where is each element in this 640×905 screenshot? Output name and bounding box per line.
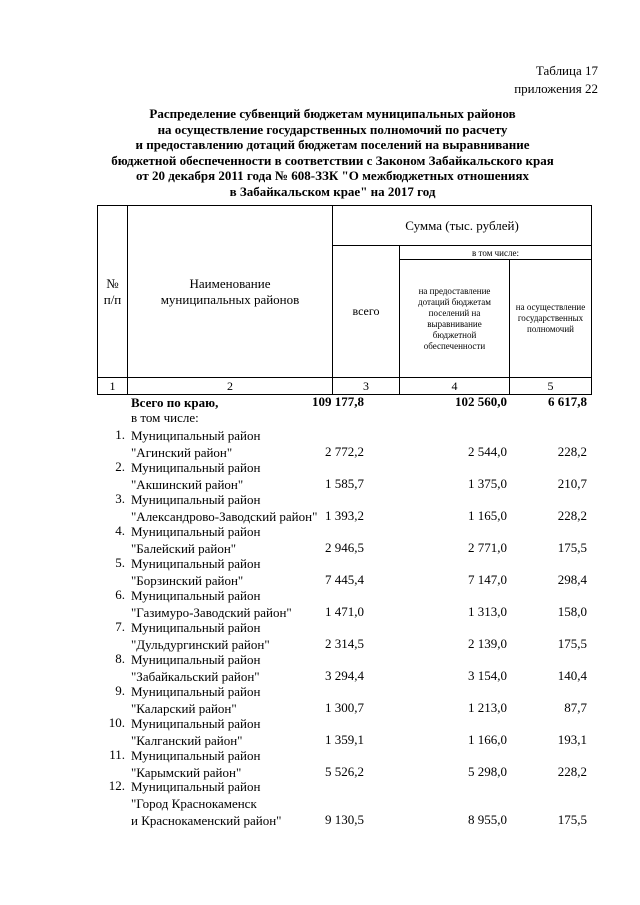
row-number: 3. <box>115 491 125 506</box>
row-powers: 175,5 <box>557 812 587 827</box>
title-line: в Забайкальском крае" на 2017 год <box>229 183 436 199</box>
row-number: 7. <box>115 619 125 634</box>
row-subsidy: 2 544,0 <box>468 444 507 459</box>
row-name-line2: "Калганский район" <box>131 733 243 748</box>
title-line: на осуществление государственных полномочий по расчету <box>157 121 508 137</box>
row-powers: 298,4 <box>557 572 587 587</box>
table-header <box>97 205 592 395</box>
row-powers: 228,2 <box>557 444 587 459</box>
row-name-line2: "Дульдургинский район" <box>131 637 270 652</box>
total-powers: 6 617,8 <box>548 394 587 409</box>
document-title <box>90 106 575 199</box>
row-name-line2: "Забайкальский район" <box>131 669 260 684</box>
row-number: 12. <box>108 778 125 793</box>
row-number: 9. <box>115 683 125 698</box>
row-total: 9 130,5 <box>325 812 364 827</box>
row-powers: 210,7 <box>557 476 587 491</box>
row-powers: 158,0 <box>557 604 587 619</box>
row-total: 1 393,2 <box>325 508 364 523</box>
row-name-line2: "Акшинский район" <box>131 477 244 492</box>
row-name-line1: Муниципальный район <box>131 748 261 763</box>
row-total: 2 314,5 <box>325 636 364 651</box>
header-sum: Сумма (тыс. рублей) <box>333 206 592 246</box>
row-total: 1 585,7 <box>325 476 364 491</box>
row-total: 5 526,2 <box>325 764 364 779</box>
row-name-line1: Муниципальный район <box>131 428 261 443</box>
row-powers: 140,4 <box>557 668 587 683</box>
row-total: 1 300,7 <box>325 700 364 715</box>
total-label: Всего по краю, <box>131 395 219 410</box>
title-line: бюджетной обеспеченности в соответствии с Законом Забайкальского края <box>111 152 554 168</box>
row-number: 5. <box>115 555 125 570</box>
header-including: в том числе: <box>400 246 592 260</box>
row-subsidy: 1 313,0 <box>468 604 507 619</box>
row-name-line1: Муниципальный район <box>131 556 261 571</box>
column-number: 4 <box>400 378 510 395</box>
row-total: 2 946,5 <box>325 540 364 555</box>
title-line: и предоставлению дотаций бюджетам поселений на выравнивание <box>135 137 530 152</box>
row-number: 4. <box>115 523 125 538</box>
row-name-line1: Муниципальный район <box>131 779 261 794</box>
appendix-reference: приложения 22 <box>514 81 598 96</box>
row-subsidy: 1 213,0 <box>468 700 507 715</box>
row-subsidy: 1 375,0 <box>468 476 507 491</box>
row-subsidy: 5 298,0 <box>468 764 507 779</box>
total-subsidy: 102 560,0 <box>455 394 507 409</box>
total-value: 109 177,8 <box>312 394 364 409</box>
row-name-line1: Муниципальный район <box>131 684 261 699</box>
row-name-line1: Муниципальный район <box>131 524 261 539</box>
column-number: 2 <box>128 378 333 395</box>
row-number: 1. <box>115 427 125 442</box>
row-name-line2: "Борзинский район" <box>131 573 244 588</box>
column-number: 5 <box>510 378 592 395</box>
row-subsidy: 8 955,0 <box>468 812 507 827</box>
row-number: 6. <box>115 587 125 602</box>
row-name-line1: Муниципальный район <box>131 716 261 731</box>
row-number: 2. <box>115 459 125 474</box>
row-total: 2 772,2 <box>325 444 364 459</box>
row-name-line2: "Балейский район" <box>131 541 237 556</box>
row-total: 1 359,1 <box>325 732 364 747</box>
title-line: Распределение субвенций бюджетам муниципальных районов <box>149 106 516 121</box>
column-number: 3 <box>333 378 400 395</box>
row-name-line2: "Агинский район" <box>131 445 233 460</box>
row-name-line1: Муниципальный район <box>131 588 261 603</box>
row-name-line3: и Краснокаменский район" <box>131 813 282 828</box>
row-name-line1: Муниципальный район <box>131 620 261 635</box>
row-number: 10. <box>108 715 125 730</box>
row-total: 3 294,4 <box>325 668 364 683</box>
row-name-line1: Муниципальный район <box>131 652 261 667</box>
header-number: № п/п <box>98 206 128 378</box>
row-name-line2: "Карымский район" <box>131 765 242 780</box>
row-name-line2: "Каларский район" <box>131 701 237 716</box>
row-powers: 193,1 <box>557 732 587 747</box>
header-subsidy-equalization: на предоставление дотаций бюджетам поселений на выравнивание бюджетной обеспеченности <box>400 260 510 378</box>
row-name-line2: "Город Краснокаменск <box>131 796 257 811</box>
row-number: 11. <box>109 747 125 762</box>
row-powers: 228,2 <box>557 508 587 523</box>
row-subsidy: 2 139,0 <box>468 636 507 651</box>
row-powers: 87,7 <box>564 700 587 715</box>
row-subsidy: 1 166,0 <box>468 732 507 747</box>
row-name-line1: Муниципальный район <box>131 460 261 475</box>
including-label: в том числе: <box>131 410 199 425</box>
header-total: всего <box>333 246 400 378</box>
row-subsidy: 7 147,0 <box>468 572 507 587</box>
header-district-name: Наименование муниципальных районов <box>128 206 333 378</box>
row-subsidy: 1 165,0 <box>468 508 507 523</box>
row-name-line1: Муниципальный район <box>131 492 261 507</box>
row-total: 1 471,0 <box>325 604 364 619</box>
row-subsidy: 2 771,0 <box>468 540 507 555</box>
row-powers: 175,5 <box>557 636 587 651</box>
row-powers: 175,5 <box>557 540 587 555</box>
row-total: 7 445,4 <box>325 572 364 587</box>
row-name-line2: "Газимуро-Заводский район" <box>131 605 292 620</box>
title-line: от 20 декабря 2011 года № 608-ЗЗК "О межбюджетных отношениях <box>136 168 529 183</box>
row-powers: 228,2 <box>557 764 587 779</box>
row-name-line2: "Александрово-Заводский район" <box>131 509 318 524</box>
row-number: 8. <box>115 651 125 666</box>
column-number: 1 <box>98 378 128 395</box>
table-reference: Таблица 17 <box>535 63 598 78</box>
row-subsidy: 3 154,0 <box>468 668 507 683</box>
header-state-powers: на осуществление государственных полномочий <box>510 260 592 378</box>
